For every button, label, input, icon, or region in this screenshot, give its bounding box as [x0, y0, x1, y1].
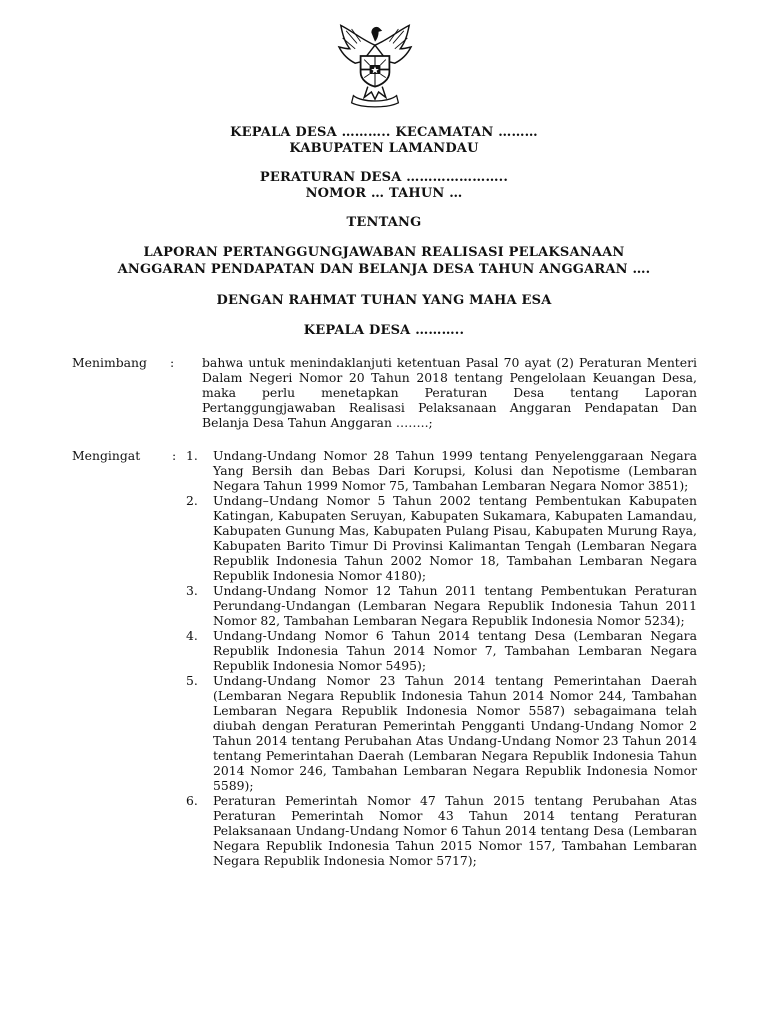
header-line-1: KEPALA DESA ……….. KECAMATAN ………: [230, 125, 538, 140]
mengingat-list: [186, 448, 697, 868]
list-item: [186, 793, 697, 868]
item-number: 5.: [186, 673, 198, 688]
regulation-number: NOMOR … TAHUN …: [305, 186, 463, 201]
item-text: Undang-Undang Nomor 12 Tahun 2011 tentang Pembentukan Peraturan Perundang-Undangan (Lembaran Negara Republik Indonesia Tahun 2011 Nomor 82, Tambahan Lembaran Negara Republik Indonesia Nomor 5234);: [213, 583, 697, 628]
subject-line-1: LAPORAN PERTANGGUNGJAWABAN REALISASI PELAKSANAAN: [143, 245, 625, 260]
mengingat-label: Mengingat: [72, 448, 141, 463]
list-item: [186, 493, 697, 583]
list-item: [186, 448, 697, 493]
garuda-emblem-icon: [330, 20, 420, 110]
authority-heading: KEPALA DESA ………..: [303, 323, 465, 338]
item-number: 2.: [186, 493, 198, 508]
item-text: Undang-Undang Nomor 28 Tahun 1999 tentang Penyelenggaraan Negara Yang Bersih dan Bebas Dari Korupsi, Kolusi dan Nepotisme (Lembaran Negara Tahun 1999 Nomor 75, Tambahan Lembaran Negara Nomor 3851);: [213, 448, 697, 493]
menimbang-text: bahwa untuk menindaklanjuti ketentuan Pasal 70 ayat (2) Peraturan Menteri Dalam Negeri Nomor 20 Tahun 2018 tentang Pengelolaan Keuangan Desa, maka perlu menetapkan Peraturan Desa tentang Laporan Pertanggungjawaban Realisasi Pelaksanaan Anggaran Pendapatan Dan Belanja Desa Tahun Anggaran ……..;: [202, 355, 697, 430]
item-text: Peraturan Pemerintah Nomor 47 Tahun 2015 tentang Perubahan Atas Peraturan Pemerintah Nomor 43 Tahun 2014 tentang Peraturan Pelaksanaan Undang-Undang Nomor 6 Tahun 2014 tentang Desa (Lembaran Negara Republik Indonesia Tahun 2015 Nomor 157, Tambahan Lembaran Negara Republik Indonesia Nomor 5717);: [213, 793, 697, 868]
item-number: 6.: [186, 793, 198, 808]
about-heading: TENTANG: [346, 215, 422, 230]
header-line-2: KABUPATEN LAMANDAU: [289, 141, 479, 156]
menimbang-colon: :: [170, 355, 175, 370]
item-text: Undang-Undang Nomor 23 Tahun 2014 tentang Pemerintahan Daerah (Lembaran Negara Republik Indonesia Tahun 2014 Nomor 244, Tambahan Lembaran Negara Republik Indonesia Nomor 5587) sebagaimana telah diubah dengan Peraturan Pemerintah Pengganti Undang-Undang Nomor 2 Tahun 2014 tentang Perubahan Atas Undang-Undang Nomor 23 Tahun 2014 tentang Pemerintahan Daerah (Lembaran Negara Republik Indonesia Tahun 2014 Nomor 246, Tambahan Lembaran Negara Republik Indonesia Nomor 5589);: [213, 673, 697, 793]
item-number: 4.: [186, 628, 198, 643]
invocation-heading: DENGAN RAHMAT TUHAN YANG MAHA ESA: [216, 293, 552, 308]
list-item: [186, 628, 697, 673]
mengingat-colon: :: [172, 448, 177, 463]
item-number: 3.: [186, 583, 198, 598]
list-item: [186, 673, 697, 793]
subject-line-2: ANGGARAN PENDAPATAN DAN BELANJA DESA TAHUN ANGGARAN ….: [117, 262, 651, 277]
list-item: [186, 583, 697, 628]
item-number: 1.: [186, 448, 198, 463]
item-text: Undang-Undang Nomor 6 Tahun 2014 tentang Desa (Lembaran Negara Republik Indonesia Tahun 2014 Nomor 7, Tambahan Lembaran Negara Republik Indonesia Nomor 5495);: [213, 628, 697, 673]
item-text: Undang–Undang Nomor 5 Tahun 2002 tentang Pembentukan Kabupaten Katingan, Kabupaten Seruyan, Kabupaten Sukamara, Kabupaten Lamandau, Kabupaten Gunung Mas, Kabupaten Pulang Pisau, Kabupaten Murung Raya, Kabupaten Barito Timur Di Provinsi Kalimantan Tengah (Lembaran Negara Republik Indonesia Tahun 2002 Nomor 18, Tambahan Lembaran Negara Republik Indonesia Nomor 4180);: [213, 493, 697, 583]
menimbang-label: Menimbang: [72, 355, 147, 370]
regulation-title: PERATURAN DESA …………………..: [259, 170, 509, 185]
